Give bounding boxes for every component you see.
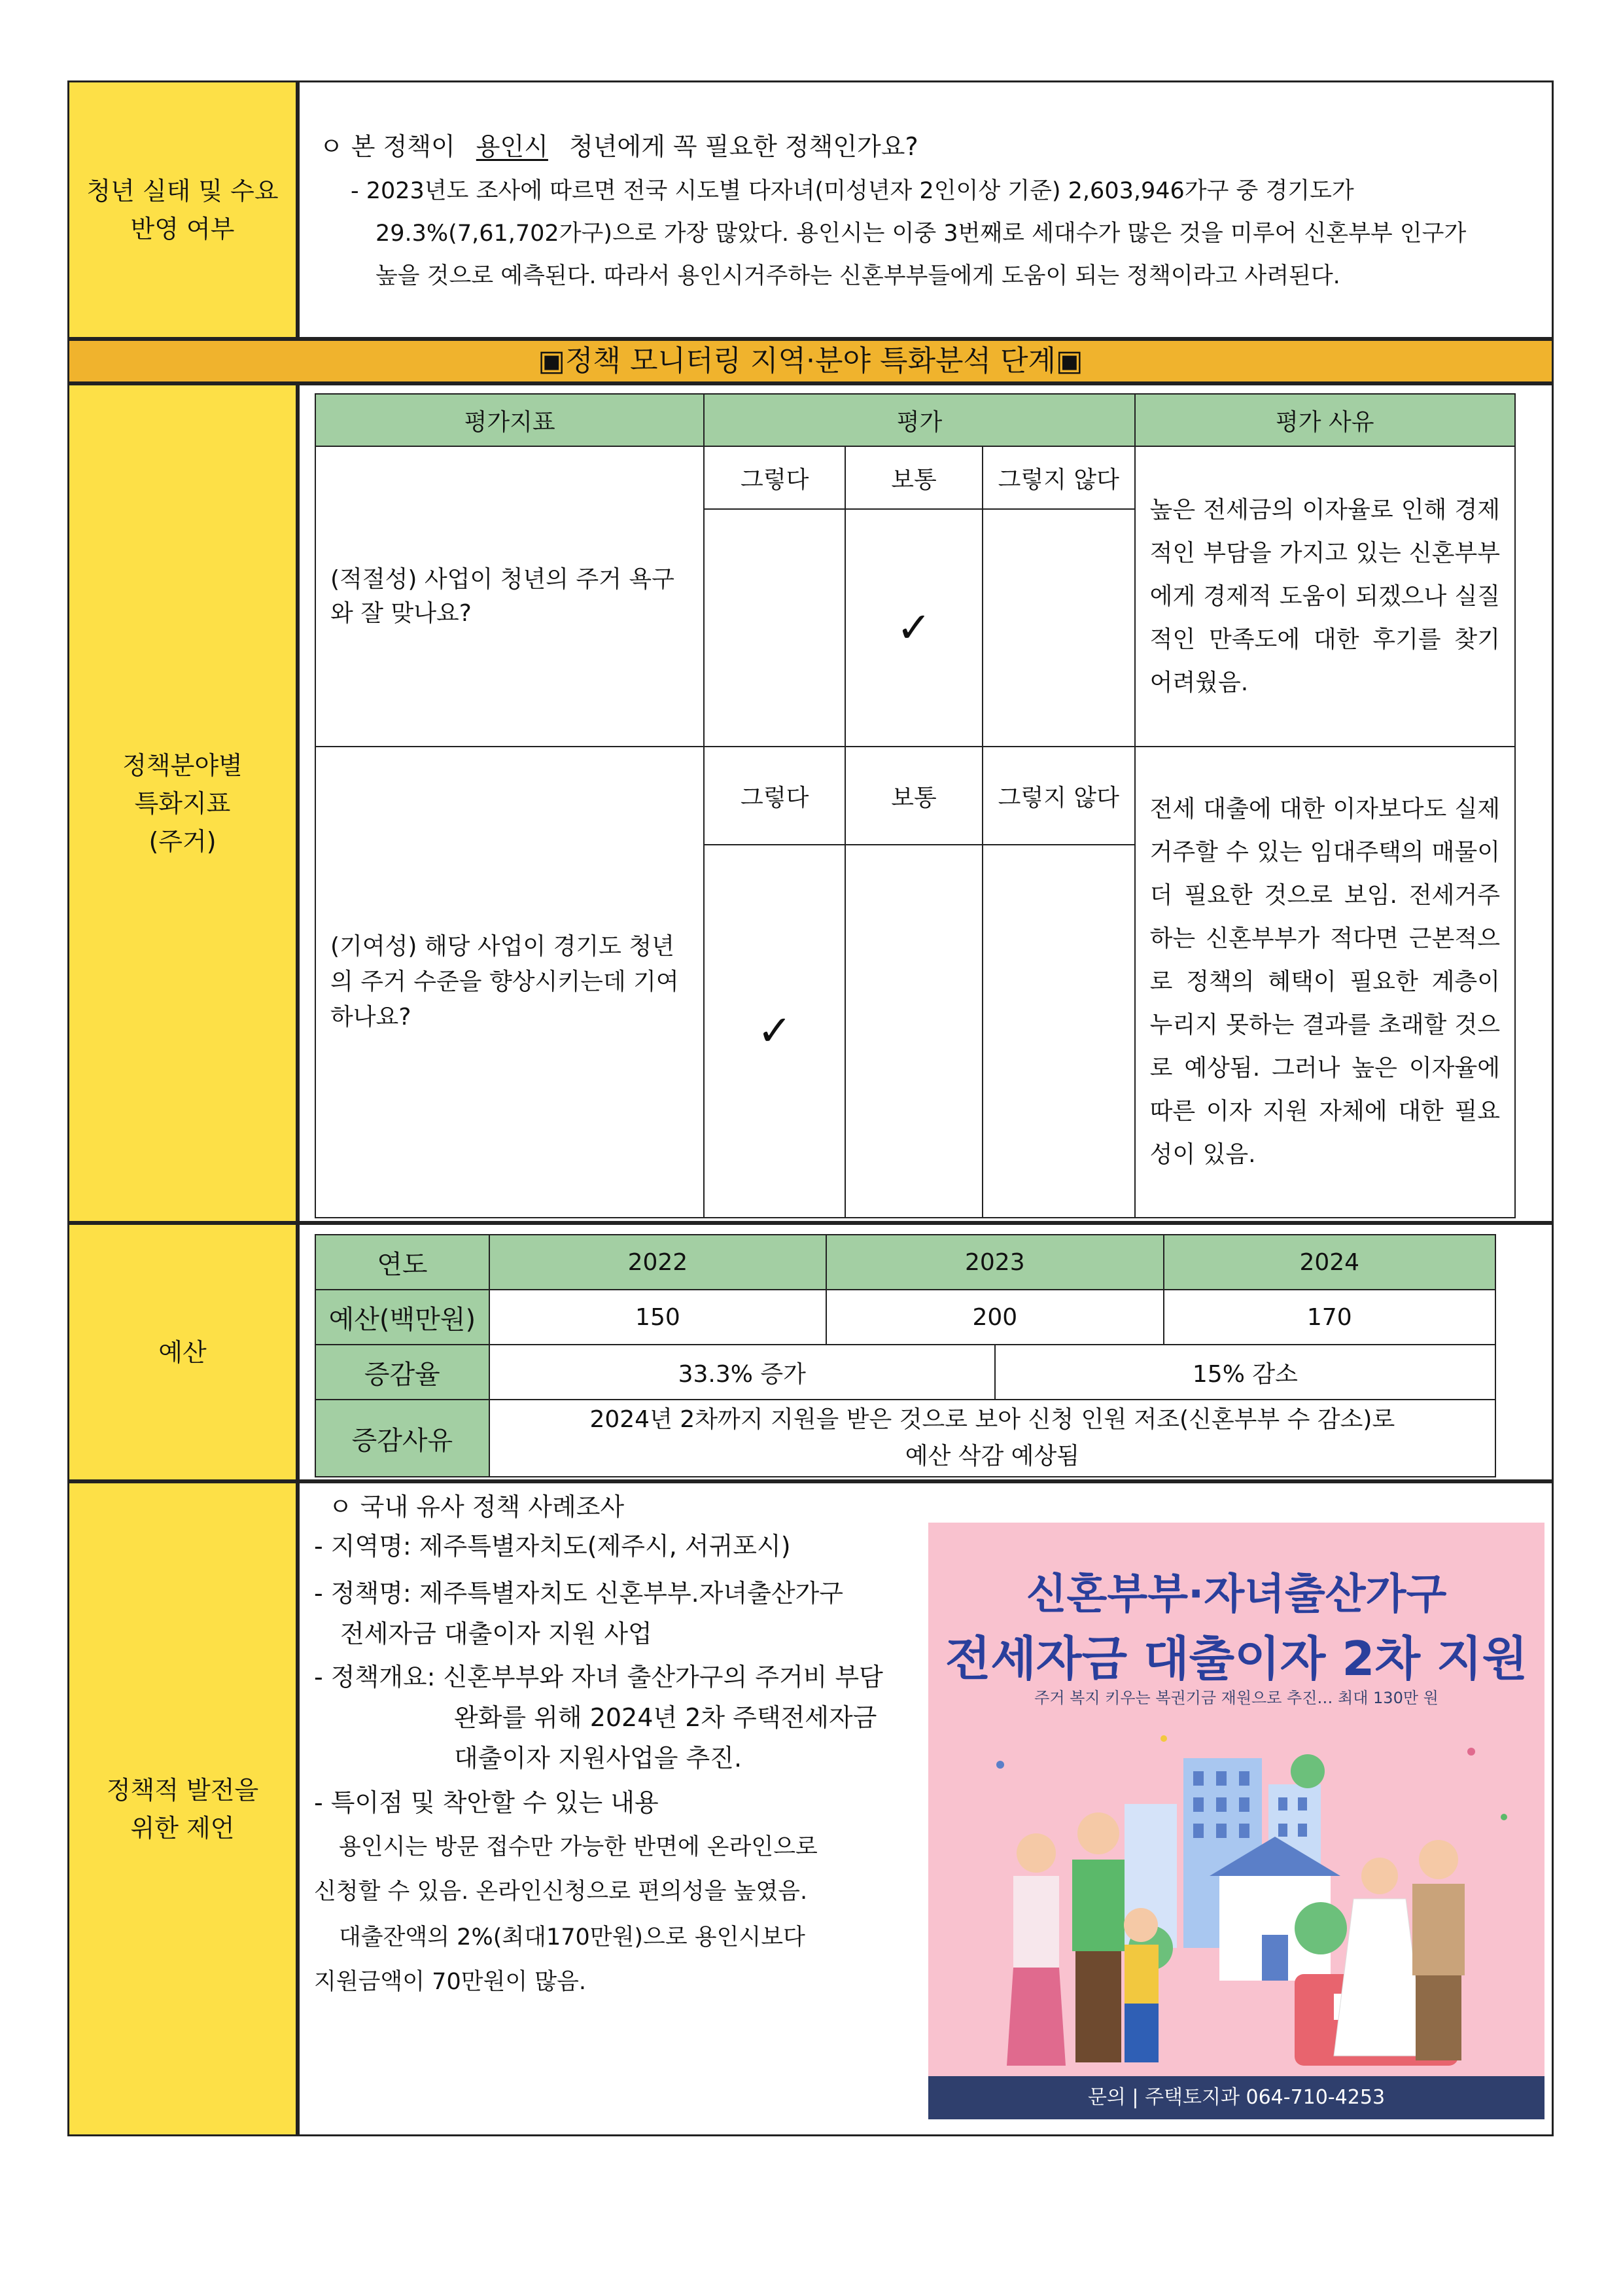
budget-2022: 150 [489,1290,826,1345]
year-2023: 2023 [826,1235,1163,1290]
poster-illustration [928,1712,1544,2079]
proposal-overview-1: - 정책개요: 신혼부부와 자녀 출산가구의 주거비 부담 [314,1663,883,1691]
indicator-question-2: (기여성) 해당 사업이 경기도 청년의 주거 수준을 향상시키는데 기여하나요? [315,747,704,1218]
check-mark-icon: ✓ [845,509,983,747]
proposal-note-1a: 용인시는 방문 접수만 가능한 반면에 온라인으로 [339,1834,818,1860]
budget-reason-line-2: 예산 삭감 예상됨 [905,1443,1080,1470]
scale-no-2: 그렇지 않다 [983,747,1135,845]
change-header: 증감율 [315,1345,489,1400]
proposal-policy-name-2: 전세자금 대출이자 지원 사업 [340,1619,652,1648]
policy-poster [928,1523,1544,2119]
budget-header: 예산(백만원) [315,1290,489,1345]
row-label-proposal: 정책적 발전을 위한 제언 [67,1481,298,2136]
proposal-heading: ㅇ 국내 유사 정책 사례조사 [328,1492,625,1521]
poster-title-1: 신혼부부·자녀출산가구 [1026,1570,1447,1619]
question-suffix: 청년에게 꼭 필요한 정책인가요? [569,132,918,161]
header-reason: 평가 사유 [1135,394,1515,446]
scale-yes-1: 그렇다 [704,446,845,509]
check-cell-no-1 [983,509,1135,747]
indicator-reason-1: 높은 전세금의 이자율로 인해 경제적인 부담을 가지고 있는 신혼부부에게 경제적 도움이 되겠으나 실질적인 만족도에 대한 후기를 찾기 어려웠음. [1135,446,1515,747]
demand-line-2: 29.3%(7,61,702가구)으로 가장 많았다. 용인시는 이중 3번째로 세대수가 많은 것을 미루어 신혼부부 인구가 [375,221,1467,247]
proposal-region: - 지역명: 제주특별자치도(제주시, 서귀포시) [314,1532,791,1561]
header-evaluation: 평가 [704,394,1134,446]
poster-footer: 문의 | 주택토지과 064-710-4253 [928,2076,1544,2119]
question-prefix: ㅇ 본 정책이 [319,132,455,161]
demand-line-1: - 2023년도 조사에 따르면 전국 시도별 다자녀(미성년자 2인이상 기준) 2,603,946가구 중 경기도가 [351,178,1354,204]
proposal-note-2b: 지원금액이 70만원이 많음. [314,1969,587,1995]
year-header: 연도 [315,1235,489,1290]
year-2024: 2024 [1164,1235,1495,1290]
proposal-note-1b: 신청할 수 있음. 온라인신청으로 편의성을 높였음. [314,1879,808,1905]
scale-neutral-2: 보통 [845,747,983,845]
change-2024: 15% 감소 [995,1345,1495,1400]
check-cell-no-2 [983,845,1135,1218]
proposal-overview-2: 완화를 위해 2024년 2차 주택전세자금 [454,1703,877,1732]
scale-no-1: 그렇지 않다 [983,446,1135,509]
question-city: 용인시 [476,132,548,161]
reason-header: 증감사유 [315,1400,489,1477]
check-mark-icon: ✓ [704,845,845,1218]
indicator-reason-2: 전세 대출에 대한 이자보다도 실제 거주할 수 있는 임대주택의 매물이 더 필요한 것으로 보임. 전세거주하는 신혼부부가 적다면 근본적으로 정책의 혜택이 필요한 계층이 누리지 못하는 결과를 초래할 것으로 예상됨. 그러나 높은 이자율에 따른 이자 지원 자체에 대한 필요성이 있음. [1135,747,1515,1218]
row-label-indicators: 정책분야별 특화지표 (주거) [67,383,298,1223]
row-label-budget: 예산 [67,1223,298,1481]
budget-table [315,1234,1496,1477]
poster-title-2: 전세자금 대출이자 2차 지원 [945,1631,1528,1686]
row-label-youth-demand: 청년 실태 및 수요 반영 여부 [67,80,298,339]
check-cell-neutral-2 [845,845,983,1218]
row-content-proposal [298,1481,1554,2136]
question-line [319,128,918,165]
indicator-table [315,393,1516,1218]
indicator-question-1: (적절성) 사업이 청년의 주거 욕구와 잘 맞나요? [315,446,704,747]
proposal-overview-3: 대출이자 지원사업을 추진. [454,1744,742,1773]
year-2022: 2022 [489,1235,826,1290]
row-content-indicators [298,383,1554,1223]
budget-2024: 170 [1164,1290,1495,1345]
row-content-budget [298,1223,1554,1481]
scale-yes-2: 그렇다 [704,747,845,845]
check-cell-yes-1 [704,509,845,747]
poster-subtitle: 주거 복지 키우는 복권기금 재원으로 추진… 최대 130만 원 [1034,1689,1439,1707]
proposal-note-2a: 대출잔액의 2%(최대170만원)으로 용인시보다 [339,1924,805,1951]
proposal-notes-heading: - 특이점 및 착안할 수 있는 내용 [314,1788,659,1817]
section-banner: ▣정책 모니터링 지역·분야 특화분석 단계▣ [67,339,1554,383]
scale-neutral-1: 보통 [845,446,983,509]
row-content-youth-demand [298,80,1554,339]
header-indicator: 평가지표 [315,394,704,446]
budget-reason [489,1400,1495,1477]
budget-reason-line-1: 2024년 2차까지 지원을 받은 것으로 보아 신청 인원 저조(신혼부부 수 감소)로 [589,1406,1395,1433]
demand-line-3: 높을 것으로 예측된다. 따라서 용인시거주하는 신혼부부들에게 도움이 되는 정책이라고 사려된다. [375,263,1340,289]
proposal-policy-name-1: - 정책명: 제주특별자치도 신혼부부.자녀출산가구 [314,1579,843,1608]
budget-2023: 200 [826,1290,1163,1345]
change-2023: 33.3% 증가 [489,1345,995,1400]
